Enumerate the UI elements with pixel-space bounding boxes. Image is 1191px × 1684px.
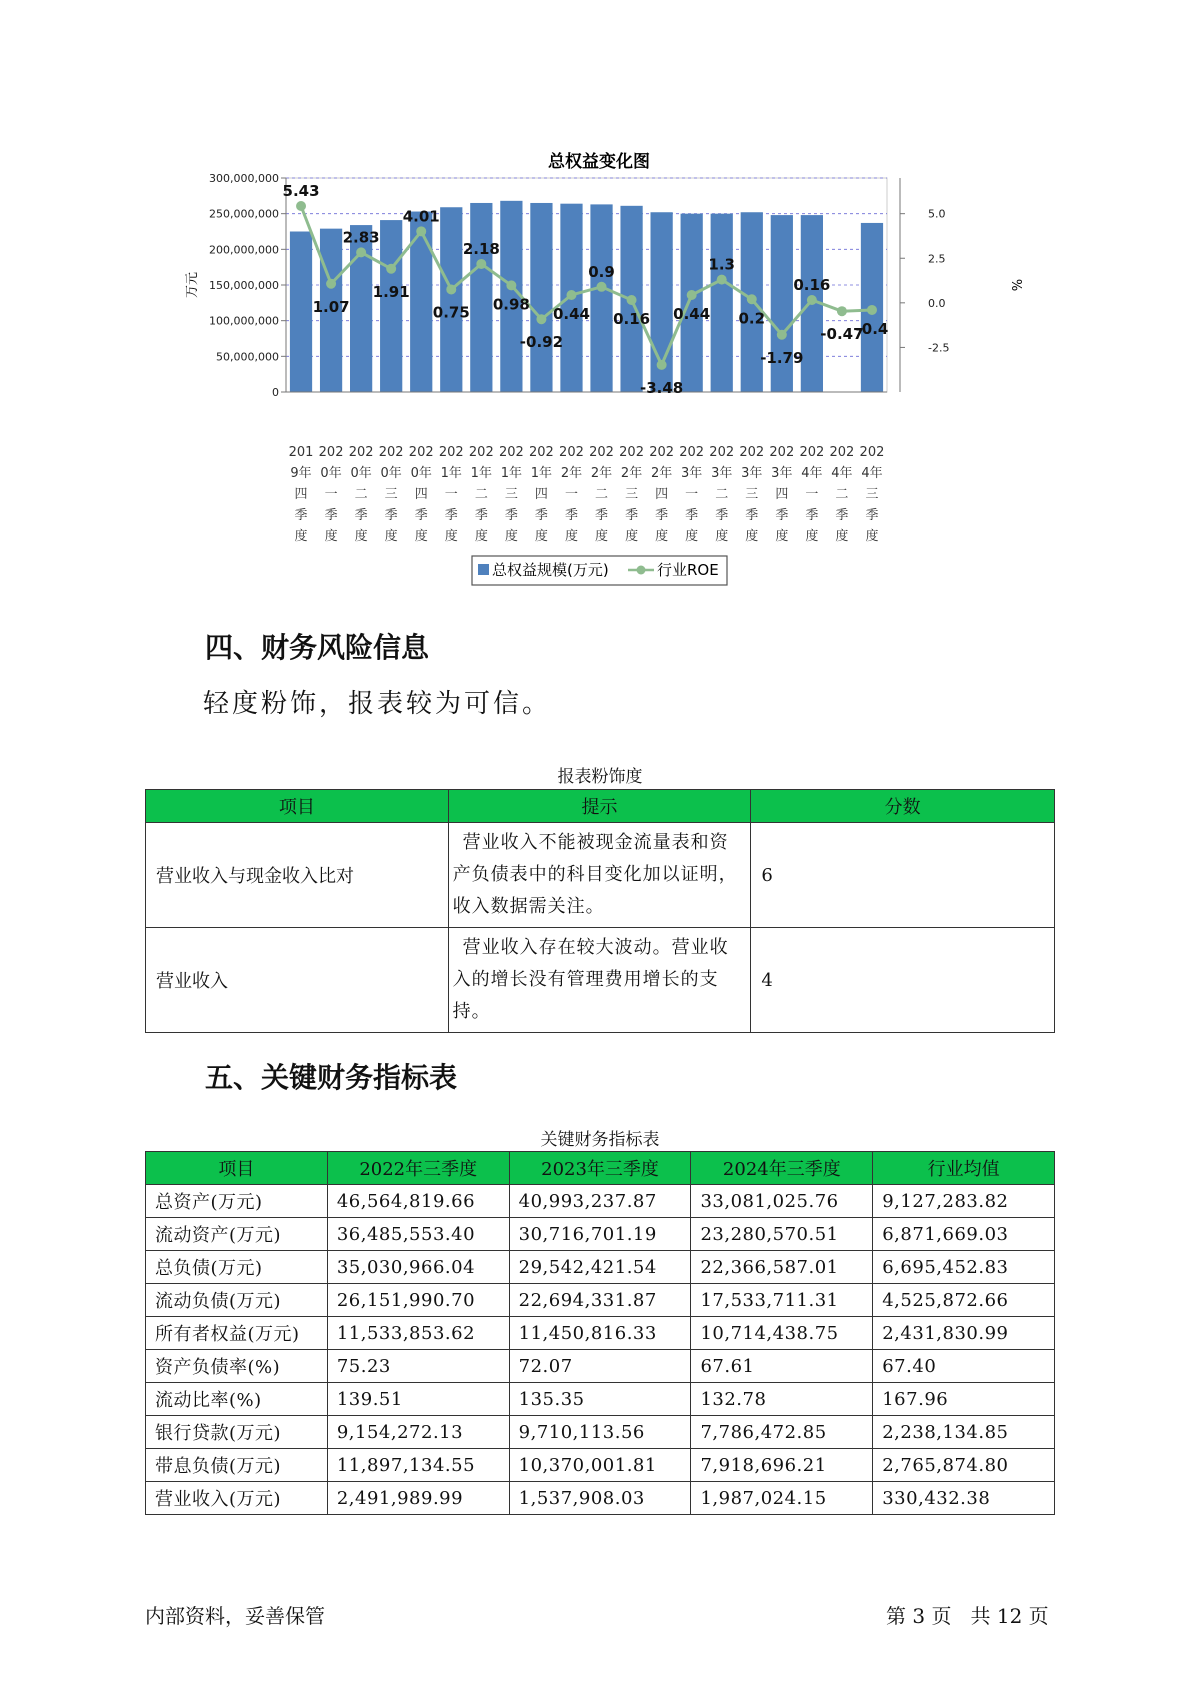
roe-data-label: 1.91	[372, 282, 410, 301]
roe-point	[807, 295, 817, 305]
roe-point	[747, 294, 757, 304]
x-tick-part: 202	[529, 445, 554, 460]
roe-data-label: 0.44	[552, 304, 590, 323]
x-tick-part: 1年	[500, 466, 523, 481]
x-tick-part: 度	[715, 529, 729, 544]
roe-point	[416, 226, 426, 236]
section5-heading: 五、关键财务指标表	[205, 1061, 458, 1094]
roe-data-label: 0.75	[432, 303, 470, 322]
roe-point	[687, 290, 697, 300]
x-tick-part: 度	[324, 529, 338, 544]
indicator-value: 330,432.38	[873, 1482, 1055, 1515]
equity-bar	[440, 207, 462, 392]
y-axis-label: 万元	[185, 271, 200, 299]
x-tick-part: 季	[534, 508, 548, 523]
table-row	[146, 1482, 1055, 1515]
roe-point	[506, 280, 516, 290]
x-tick-label	[289, 445, 314, 544]
x-tick-part: 2年	[560, 466, 583, 481]
table-row	[146, 1449, 1055, 1482]
roe-point	[657, 360, 667, 370]
x-tick-part: 度	[745, 529, 759, 544]
x-tick-part: 季	[384, 508, 398, 523]
x-tick-part: 202	[348, 445, 374, 460]
x-tick-part: 季	[294, 508, 308, 523]
indicator-value: 30,716,701.19	[509, 1218, 691, 1251]
x-tick-part: 一	[564, 487, 578, 502]
section4-heading: 四、财务风险信息	[205, 631, 430, 664]
x-tick-part: 202	[769, 445, 795, 460]
x-tick-part: 三	[745, 487, 759, 502]
x-tick-part: 202	[799, 445, 825, 460]
x-tick-label	[379, 445, 404, 544]
indicator-name: 流动资产(万元)	[146, 1218, 328, 1251]
indicator-value: 135.35	[509, 1383, 691, 1416]
x-tick-part: 3年	[741, 466, 763, 481]
x-tick-part: 202	[498, 445, 524, 460]
y-tick-label: 0	[272, 386, 279, 399]
roe-point	[777, 330, 787, 340]
x-tick-part: 度	[474, 529, 488, 544]
roe-point	[446, 284, 456, 294]
indicator-value: 7,786,472.85	[691, 1416, 873, 1449]
indicator-value: 40,993,237.87	[509, 1185, 691, 1218]
x-tick-label	[409, 445, 434, 544]
x-tick-part: 度	[865, 529, 879, 544]
indicator-name: 资产负债率(%)	[146, 1350, 328, 1383]
table-row	[146, 1185, 1055, 1218]
x-tick-part: 202	[318, 445, 344, 460]
x-tick-label	[349, 445, 374, 544]
roe-point	[476, 259, 486, 269]
x-tick-part: 度	[805, 529, 819, 544]
risk-score: 6	[751, 823, 1055, 928]
x-tick-part: 季	[564, 508, 578, 523]
indicator-value: 132.78	[691, 1383, 873, 1416]
indicator-value: 9,127,283.82	[873, 1185, 1055, 1218]
x-tick-label	[799, 445, 824, 544]
column-header: 项目	[146, 1152, 328, 1185]
table-row	[146, 928, 1055, 1033]
roe-point	[867, 305, 877, 315]
y2-tick-label: 2.5	[928, 252, 946, 266]
indicator-name: 流动负债(万元)	[146, 1284, 328, 1317]
x-tick-part: 三	[384, 487, 398, 502]
x-tick-part: 季	[835, 508, 849, 523]
x-tick-part: 一	[324, 487, 338, 502]
indicator-name: 带息负债(万元)	[146, 1449, 328, 1482]
x-tick-part: 一	[444, 487, 458, 502]
roe-data-label: 0.98	[492, 295, 530, 314]
table-row	[146, 1218, 1055, 1251]
x-tick-part: 度	[775, 529, 789, 544]
chart-legend	[472, 556, 727, 585]
x-tick-part: 1年	[440, 466, 462, 481]
footer-page-number: 第 3 页 共 12 页	[886, 1604, 1049, 1628]
x-tick-part: 季	[324, 508, 338, 523]
roe-point	[566, 290, 576, 300]
x-tick-part: 四	[534, 487, 548, 502]
x-tick-part: 3年	[711, 466, 733, 481]
x-tick-part: 202	[589, 445, 614, 460]
chart-data-labels	[283, 182, 889, 397]
x-tick-part: 度	[504, 529, 518, 544]
indicator-value: 22,694,331.87	[509, 1284, 691, 1317]
x-tick-part: 四	[655, 487, 669, 502]
table-row	[146, 823, 1055, 928]
risk-table-header	[146, 790, 1055, 823]
legend-bar-label: 总权益规模(万元)	[492, 561, 609, 579]
x-tick-part: 度	[354, 529, 368, 544]
x-tick-label	[319, 445, 344, 544]
indicator-value: 6,871,669.03	[873, 1218, 1055, 1251]
x-tick-part: 3年	[681, 466, 703, 481]
roe-data-label: -0.47	[820, 325, 864, 344]
indicator-value: 67.40	[873, 1350, 1055, 1383]
x-tick-part: 4年	[801, 466, 823, 481]
indicator-value: 29,542,421.54	[509, 1251, 691, 1284]
x-tick-part: 二	[354, 487, 368, 502]
x-tick-part: 季	[715, 508, 729, 523]
roe-point	[326, 279, 336, 289]
column-header: 2022年三季度	[327, 1152, 509, 1185]
indicator-value: 10,714,438.75	[691, 1317, 873, 1350]
indicator-value: 2,491,989.99	[327, 1482, 509, 1515]
indicator-value: 11,450,816.33	[509, 1317, 691, 1350]
indicator-value: 17,533,711.31	[691, 1284, 873, 1317]
indicator-value: 2,238,134.85	[873, 1416, 1055, 1449]
indicator-value: 22,366,587.01	[691, 1251, 873, 1284]
indicator-name: 总资产(万元)	[146, 1185, 328, 1218]
indicator-value: 33,081,025.76	[691, 1185, 873, 1218]
x-tick-part: 三	[504, 487, 518, 502]
equity-chart	[0, 0, 1191, 600]
x-tick-part: 季	[745, 508, 759, 523]
indicator-value: 75.23	[327, 1350, 509, 1383]
indicator-value: 23,280,570.51	[691, 1218, 873, 1251]
x-tick-part: 1年	[470, 466, 492, 481]
indicator-value: 72.07	[509, 1350, 691, 1383]
indicator-value: 11,897,134.55	[327, 1449, 509, 1482]
x-tick-label	[499, 445, 524, 544]
x-tick-label	[709, 445, 734, 544]
roe-point	[627, 295, 637, 305]
y-tick-label: 150,000,000	[209, 279, 279, 292]
x-tick-part: 度	[564, 529, 578, 544]
kpi-table	[145, 1151, 1055, 1515]
table-row	[146, 1284, 1055, 1317]
equity-bar	[470, 203, 492, 392]
x-tick-label	[589, 445, 614, 544]
x-tick-part: 季	[655, 508, 669, 523]
x-tick-part: 季	[865, 508, 879, 523]
x-tick-part: 202	[859, 445, 885, 460]
x-tick-part: 202	[739, 445, 765, 460]
y2-tick-label: 0.0	[928, 296, 946, 310]
roe-data-label: 1.07	[312, 297, 350, 316]
y2-tick-label: -2.5	[928, 341, 950, 355]
roe-point	[536, 314, 546, 324]
roe-data-label: 5.43	[282, 181, 320, 200]
legend-bar-swatch	[478, 564, 489, 575]
indicator-value: 26,151,990.70	[327, 1284, 509, 1317]
footer-confidential: 内部资料，妥善保管	[145, 1604, 325, 1628]
indicator-name: 流动比率(%)	[146, 1383, 328, 1416]
equity-bar	[681, 214, 703, 392]
x-tick-label	[529, 445, 554, 544]
chart-title: 总权益变化图	[548, 152, 650, 172]
x-tick-part: 202	[378, 445, 404, 460]
roe-point	[597, 282, 607, 292]
x-tick-part: 2年	[590, 466, 613, 481]
roe-data-label: -3.48	[640, 378, 684, 397]
x-tick-label	[739, 445, 764, 544]
indicator-name: 营业收入(万元)	[146, 1482, 328, 1515]
roe-data-label: 0.16	[613, 309, 651, 328]
x-tick-part: 202	[559, 445, 584, 460]
x-tick-part: 季	[414, 508, 428, 523]
column-header: 提示	[448, 790, 751, 823]
x-tick-part: 202	[468, 445, 494, 460]
x-tick-part: 度	[655, 529, 669, 544]
x-tick-label	[619, 445, 644, 544]
column-header: 项目	[146, 790, 449, 823]
y-tick-label: 200,000,000	[209, 243, 279, 257]
roe-data-label: 4.01	[402, 207, 440, 226]
x-tick-part: 二	[715, 487, 729, 502]
indicator-value: 1,987,024.15	[691, 1482, 873, 1515]
indicator-value: 11,533,853.62	[327, 1317, 509, 1350]
x-tick-label	[439, 445, 464, 544]
roe-point	[386, 264, 396, 274]
indicator-value: 10,370,001.81	[509, 1449, 691, 1482]
risk-table-caption: 报表粉饰度	[557, 767, 643, 787]
x-tick-part: 季	[474, 508, 488, 523]
y2-axis-label: %	[1008, 278, 1023, 292]
roe-data-label: 0.2	[738, 309, 766, 328]
indicator-value: 46,564,819.66	[327, 1185, 509, 1218]
x-tick-part: 度	[384, 529, 398, 544]
equity-bar	[410, 212, 432, 392]
indicator-value: 36,485,553.40	[327, 1218, 509, 1251]
x-tick-part: 季	[685, 508, 699, 523]
column-header: 分数	[751, 790, 1055, 823]
risk-tip: 营业收入不能被现金流量表和资产负债表中的科目变化加以证明，收入数据需关注。	[448, 823, 751, 928]
x-tick-part: 9年	[290, 466, 312, 481]
y-tick-label: 250,000,000	[209, 207, 279, 221]
roe-point	[837, 306, 847, 316]
indicator-name: 所有者权益(万元)	[146, 1317, 328, 1350]
x-tick-part: 202	[408, 445, 434, 460]
x-tick-part: 0年	[320, 466, 342, 481]
roe-point	[717, 275, 727, 285]
x-tick-part: 季	[504, 508, 518, 523]
x-tick-label	[559, 445, 584, 544]
x-tick-part: 202	[649, 445, 675, 460]
x-tick-part: 度	[534, 529, 548, 544]
x-tick-part: 202	[438, 445, 464, 460]
x-tick-part: 4年	[861, 466, 883, 481]
x-tick-part: 季	[625, 508, 639, 523]
x-tick-part: 0年	[410, 466, 432, 481]
roe-data-label: 0.9	[588, 262, 615, 281]
table-row	[146, 1251, 1055, 1284]
indicator-name: 总负债(万元)	[146, 1251, 328, 1284]
y2-tick-label: 5.0	[928, 207, 946, 221]
x-tick-part: 0年	[380, 466, 402, 481]
x-tick-label	[649, 445, 674, 544]
x-tick-part: 202	[709, 445, 735, 460]
equity-bar	[380, 220, 402, 392]
x-tick-part: 0年	[350, 466, 372, 481]
indicator-value: 7,918,696.21	[691, 1449, 873, 1482]
x-tick-part: 202	[679, 445, 705, 460]
y-tick-label: 100,000,000	[209, 314, 279, 328]
kpi-table-header	[146, 1152, 1055, 1185]
risk-tip: 营业收入存在较大波动。营业收入的增长没有管理费用增长的支持。	[448, 928, 751, 1033]
x-tick-part: 季	[595, 508, 609, 523]
table-row	[146, 1350, 1055, 1383]
roe-data-label: 0.44	[673, 304, 711, 323]
legend-line-marker	[637, 566, 646, 575]
roe-point	[296, 201, 306, 211]
indicator-value: 1,537,908.03	[509, 1482, 691, 1515]
equity-bar	[290, 232, 312, 393]
x-tick-part: 1年	[530, 466, 553, 481]
x-tick-part: 度	[835, 529, 849, 544]
x-tick-part: 202	[619, 445, 644, 460]
x-tick-part: 201	[288, 445, 314, 460]
x-tick-part: 度	[685, 529, 699, 544]
roe-data-label: 1.3	[708, 255, 736, 274]
x-tick-part: 一	[805, 487, 819, 502]
x-tick-part: 度	[625, 529, 639, 544]
x-tick-part: 2年	[620, 466, 643, 481]
roe-point	[356, 247, 366, 257]
section4-text: 轻度粉饰，报表较为可信。	[203, 689, 552, 719]
indicator-value: 4,525,872.66	[873, 1284, 1055, 1317]
risk-item: 营业收入与现金收入比对	[146, 823, 449, 928]
table-row	[146, 1317, 1055, 1350]
roe-data-label: 2.18	[462, 239, 500, 258]
x-tick-part: 季	[444, 508, 458, 523]
table-row	[146, 1416, 1055, 1449]
x-tick-part: 四	[414, 487, 428, 502]
legend-line-label: 行业ROE	[657, 561, 719, 579]
x-tick-label	[469, 445, 494, 544]
y-tick-label: 50,000,000	[216, 350, 279, 364]
indicator-value: 167.96	[873, 1383, 1055, 1416]
chart-x-ticks	[289, 445, 885, 544]
indicator-value: 9,154,272.13	[327, 1416, 509, 1449]
x-tick-label	[830, 445, 855, 544]
roe-data-label: -0.92	[519, 333, 564, 352]
risk-item: 营业收入	[146, 928, 449, 1033]
roe-data-label: 0.16	[793, 275, 831, 294]
x-tick-part: 三	[625, 487, 639, 502]
x-tick-part: 2年	[650, 466, 673, 481]
kpi-table-caption: 关键财务指标表	[540, 1130, 660, 1150]
indicator-value: 2,431,830.99	[873, 1317, 1055, 1350]
column-header: 行业均值	[873, 1152, 1055, 1185]
column-header: 2023年三季度	[509, 1152, 691, 1185]
x-tick-part: 度	[595, 529, 609, 544]
x-tick-part: 202	[829, 445, 855, 460]
x-tick-part: 季	[805, 508, 819, 523]
x-tick-label	[860, 445, 885, 544]
roe-data-label: -0.4	[855, 319, 889, 338]
indicator-value: 2,765,874.80	[873, 1449, 1055, 1482]
x-tick-part: 季	[354, 508, 368, 523]
roe-data-label: -1.79	[760, 348, 804, 367]
risk-score: 4	[751, 928, 1055, 1033]
x-tick-label	[769, 445, 794, 544]
x-tick-part: 度	[414, 529, 428, 544]
indicator-value: 35,030,966.04	[327, 1251, 509, 1284]
equity-bar	[530, 203, 552, 392]
equity-bar	[711, 214, 733, 392]
indicator-value: 67.61	[691, 1350, 873, 1383]
indicator-value: 9,710,113.56	[509, 1416, 691, 1449]
x-tick-part: 二	[474, 487, 488, 502]
x-tick-part: 四	[294, 487, 308, 502]
equity-bar	[590, 204, 612, 392]
x-tick-part: 一	[685, 487, 699, 502]
indicator-name: 银行贷款(万元)	[146, 1416, 328, 1449]
x-tick-part: 4年	[831, 466, 853, 481]
x-tick-part: 度	[294, 529, 308, 544]
column-header: 2024年三季度	[691, 1152, 873, 1185]
table-row	[146, 1383, 1055, 1416]
indicator-value: 139.51	[327, 1383, 509, 1416]
x-tick-part: 季	[775, 508, 789, 523]
x-tick-part: 二	[835, 487, 849, 502]
risk-table	[145, 789, 1055, 1033]
x-tick-part: 三	[865, 487, 879, 502]
y-tick-label: 300,000,000	[209, 172, 279, 185]
x-tick-part: 二	[595, 487, 609, 502]
x-tick-part: 度	[444, 529, 458, 544]
x-tick-part: 四	[775, 487, 789, 502]
x-tick-part: 3年	[771, 466, 793, 481]
indicator-value: 6,695,452.83	[873, 1251, 1055, 1284]
roe-data-label: 2.83	[342, 228, 380, 247]
x-tick-label	[679, 445, 704, 544]
